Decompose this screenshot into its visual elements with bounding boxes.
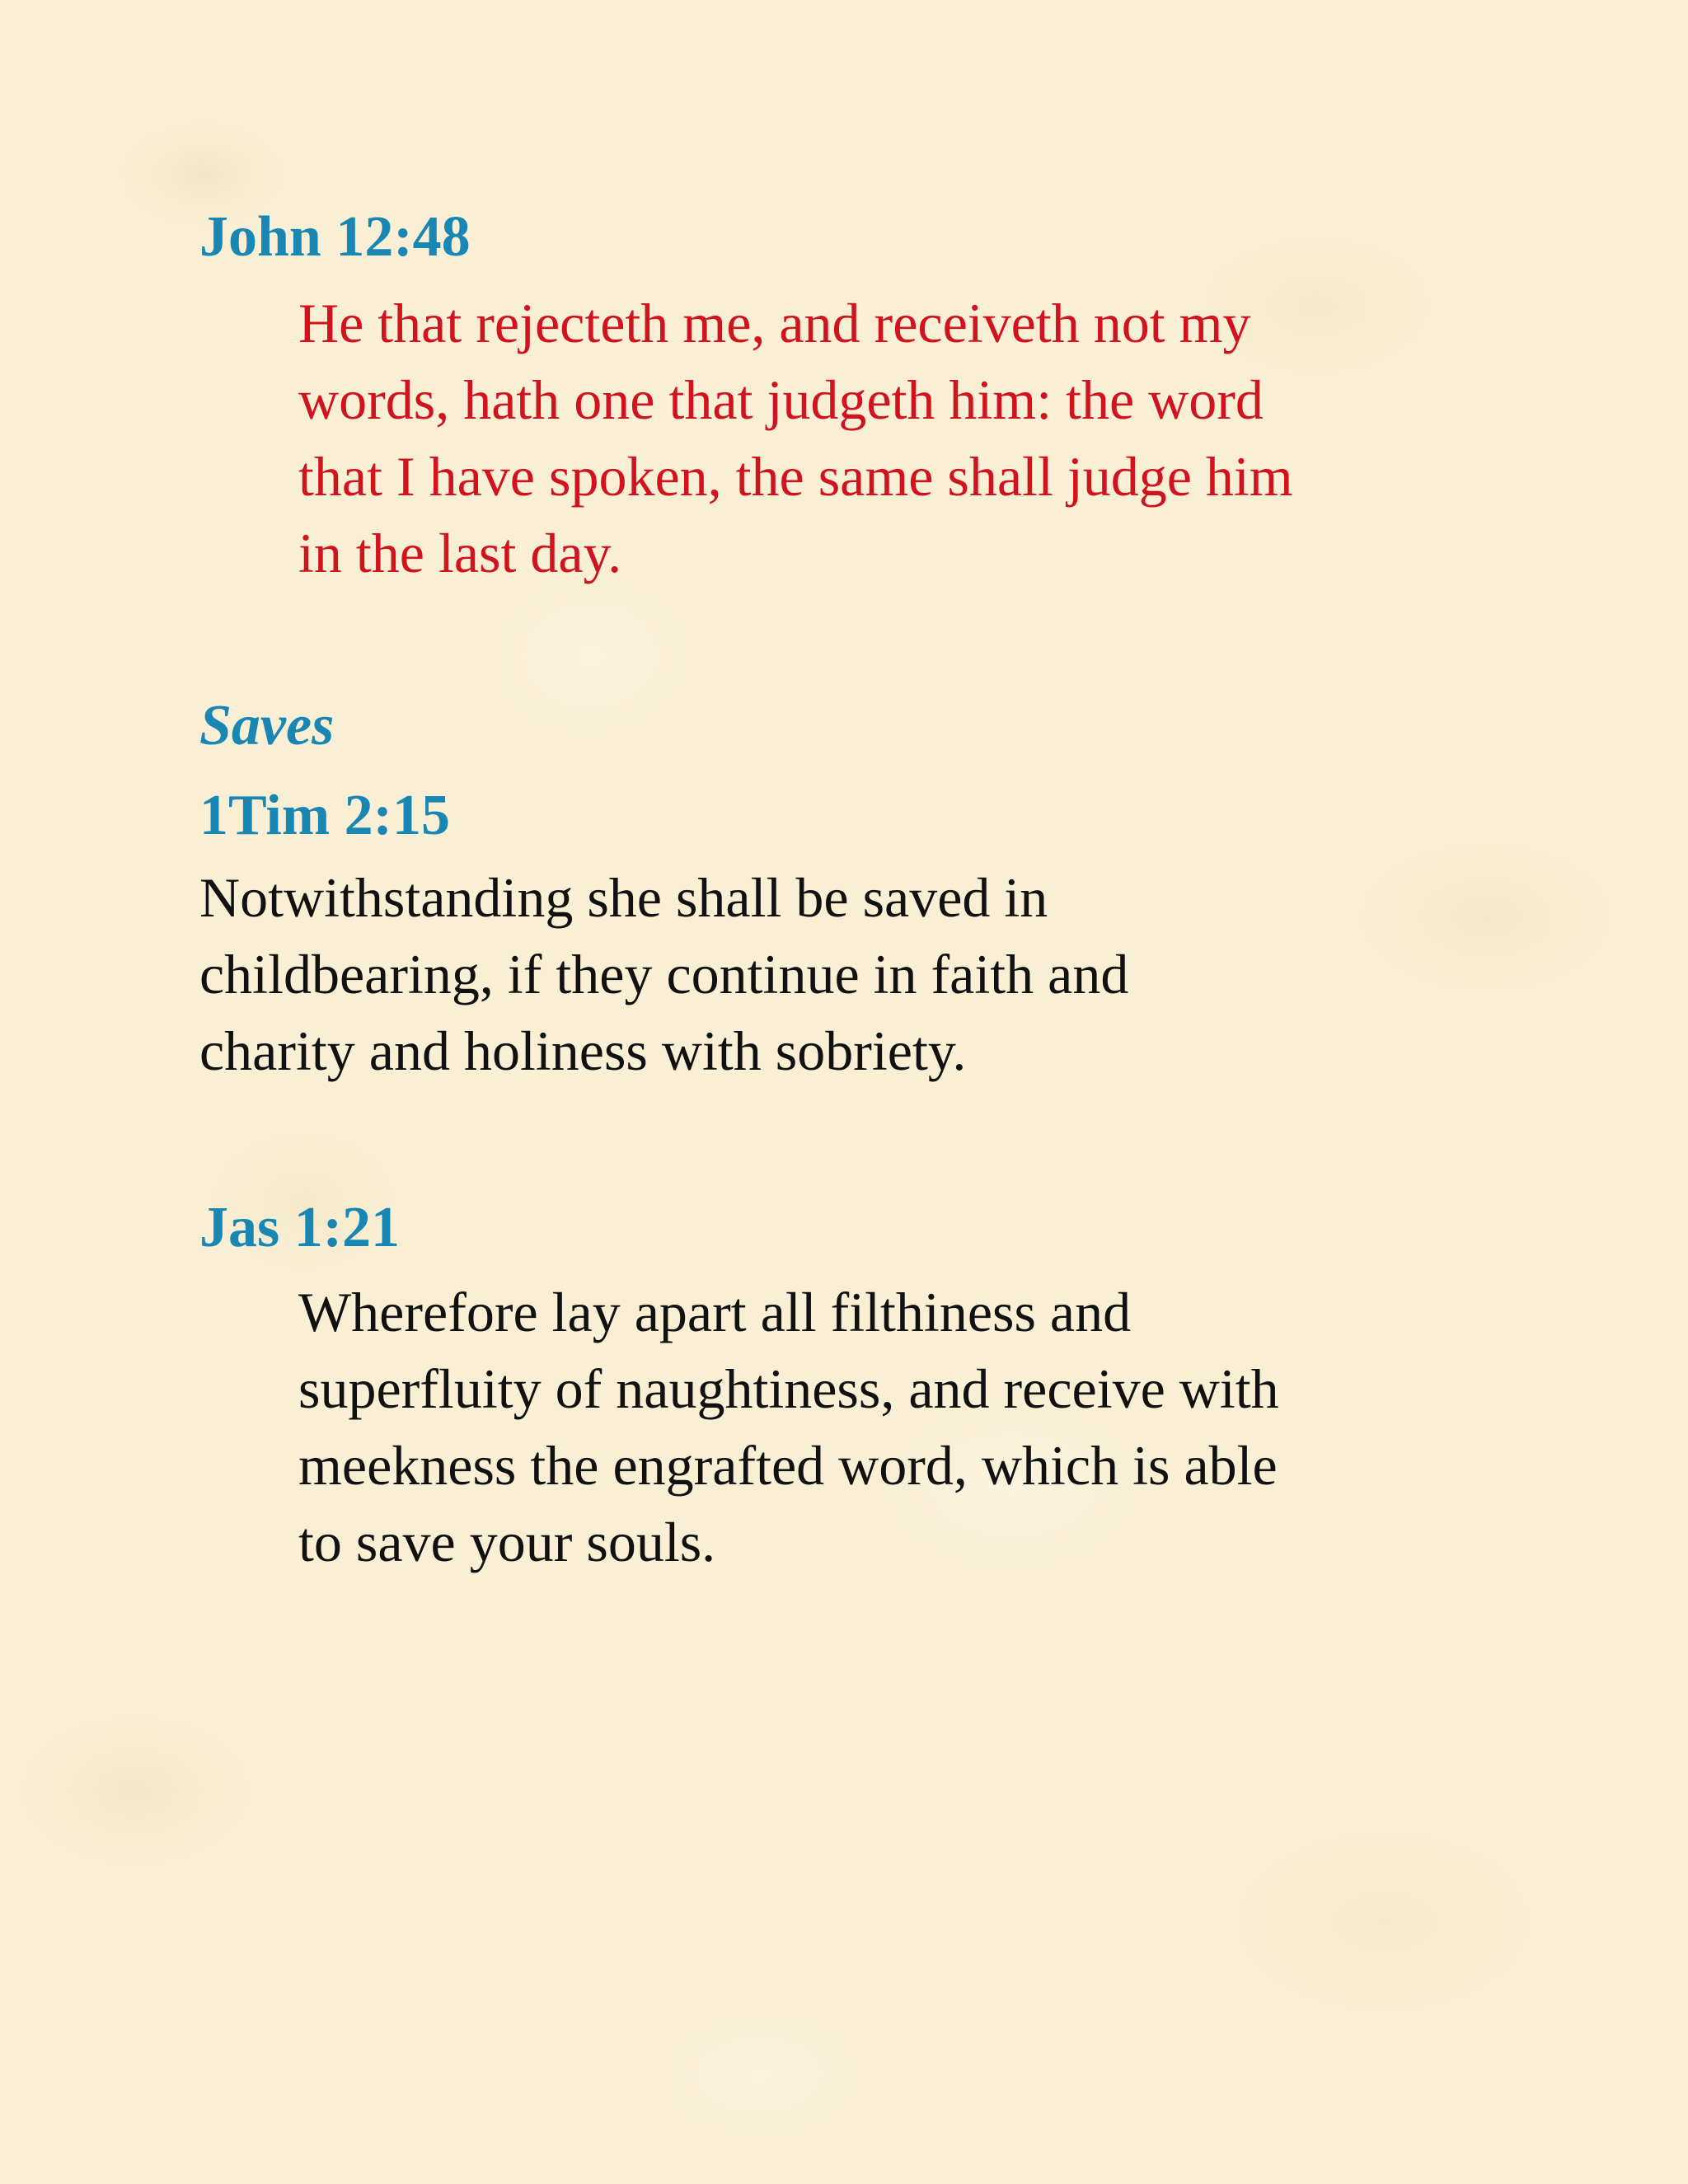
verse-text-john-12-48 [298,285,1293,592]
topic-heading-saves: Saves [199,694,335,757]
verse-reference-john-12-48: John 12:48 [199,205,471,269]
verse-line: Notwithstanding she shall be saved in [199,866,1048,929]
verse-text-1tim-2-15 [199,860,1128,1090]
verse-text-jas-1-21 [298,1274,1279,1581]
verse-line: words, hath one that judgeth him: the word [298,368,1264,431]
verse-reference-1tim-2-15: 1Tim 2:15 [199,784,450,847]
verse-reference-jas-1-21: Jas 1:21 [199,1196,401,1259]
verse-line: He that rejecteth me, and receiveth not my [298,292,1251,354]
verse-line: charity and holiness with sobriety. [199,1019,967,1082]
verse-line: meekness the engrafted word, which is able [298,1434,1278,1497]
verse-line: childbearing, if they continue in faith and [199,943,1129,1005]
verse-line: in the last day. [298,522,622,584]
verse-line: Wherefore lay apart all filthiness and [298,1281,1132,1343]
verse-line: that I have spoken, the same shall judge him [298,445,1293,508]
verse-line: superfluity of naughtiness, and receive with [298,1357,1279,1420]
verse-line: to save your souls. [298,1511,716,1573]
